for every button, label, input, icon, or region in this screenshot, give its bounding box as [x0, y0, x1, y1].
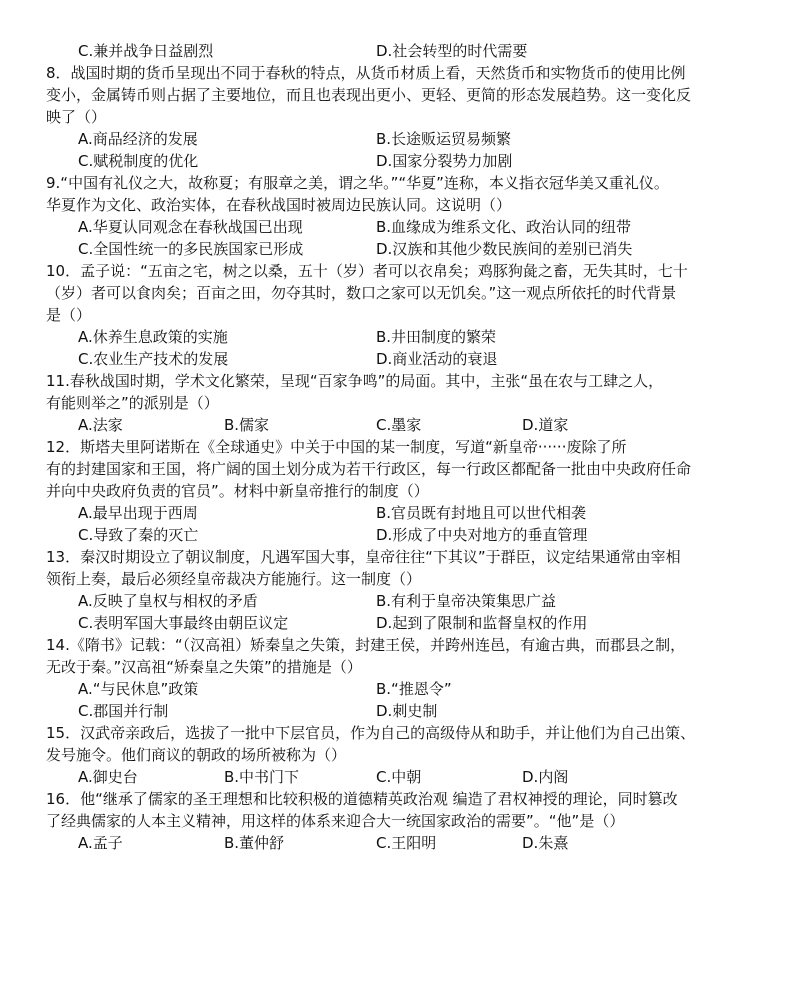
q14-stem-line-2: 无改于秦。”汉高祖“矫秦皇之失策”的措施是（） — [46, 658, 362, 676]
q9-options-ab — [46, 216, 756, 238]
q8-stem-line-1: 8．战国时期的货币呈现出不同于春秋的特点，从货币材质上看，天然货币和实物货币的使用比例 — [46, 64, 686, 82]
q13-option-a[interactable]: A.反映了皇权与相权的矛盾 — [78, 592, 258, 610]
q16-option-b[interactable]: B.董仲舒 — [224, 834, 285, 852]
q10-stem-line-2: （岁）者可以食肉矣；百亩之田，勿夺其时，数口之家可以无饥矣。”这一观点所依托的时代背景 — [46, 284, 677, 302]
q9-option-c[interactable]: C.全国性统一的多民族国家已形成 — [78, 240, 304, 258]
q12-stem-line-1: 12．斯塔夫里阿诺斯在《全球通史》中关于中国的某一制度，写道“新皇帝······废除了所 — [46, 438, 627, 456]
q16-stem-line-2: 了经典儒家的人本主义精神，用这样的体系来迎合大一统国家政治的需要”。“他”是（） — [46, 812, 625, 830]
q8-options-cd — [46, 150, 756, 172]
question-14 — [46, 634, 756, 722]
q9-option-d[interactable]: D.汉族和其他少数民族间的差别已消失 — [376, 240, 633, 258]
question-10 — [46, 260, 756, 370]
q14-option-a[interactable]: A.“与民休息”政策 — [78, 680, 199, 698]
q12-options-cd — [46, 524, 756, 546]
q11-stem-line-1: 11.春秋战国时期，学术文化繁荣，呈现“百家争鸣”的局面。其中，主张“虽在农与工肆之人， — [46, 372, 664, 390]
q8-option-c[interactable]: C.赋税制度的优化 — [78, 152, 199, 170]
q16-option-d[interactable]: D.朱熹 — [522, 834, 569, 852]
q8-option-d[interactable]: D.国家分裂势力加剧 — [376, 152, 513, 170]
q15-option-c[interactable]: C.中朝 — [376, 768, 422, 786]
q11-stem-line-2: 有能则举之”的派别是（） — [46, 394, 219, 412]
q14-option-c[interactable]: C.郡国并行制 — [78, 702, 169, 720]
question-8 — [46, 62, 756, 172]
q12-options-ab — [46, 502, 756, 524]
q11-options — [46, 414, 756, 436]
q13-stem-line-2: 领衔上奏，最后必须经皇帝裁决方能施行。这一制度（） — [46, 570, 422, 588]
q10-option-b[interactable]: B.井田制度的繁荣 — [376, 328, 497, 346]
q7-option-d[interactable]: D.社会转型的时代需要 — [376, 42, 528, 60]
question-16 — [46, 788, 756, 854]
q11-option-b[interactable]: B.儒家 — [224, 416, 270, 434]
q10-options-cd — [46, 348, 756, 370]
q15-stem-line-1: 15．汉武帝亲政后，选拔了一批中下层官员，作为自己的高级侍从和助手，并让他们为自己出策、 — [46, 724, 696, 742]
q9-stem-line-1: 9.“中国有礼仪之大，故称夏；有服章之美，谓之华。”“华夏”连称，本义指衣冠华美又重礼仪。 — [46, 174, 669, 192]
q15-option-b[interactable]: B.中书门下 — [224, 768, 300, 786]
q16-options — [46, 832, 756, 854]
q13-option-c[interactable]: C.表明军国大事最终由朝臣议定 — [78, 614, 289, 632]
q10-options-ab — [46, 326, 756, 348]
q14-option-b[interactable]: B.“推恩令” — [376, 680, 452, 698]
q10-stem-line-3: 是（） — [46, 306, 92, 324]
q14-options-cd — [46, 700, 756, 722]
question-11 — [46, 370, 756, 436]
q11-option-a[interactable]: A.法家 — [78, 416, 123, 434]
q8-option-a[interactable]: A.商品经济的发展 — [78, 130, 198, 148]
question-9 — [46, 172, 756, 260]
q12-option-d[interactable]: D.形成了中央对地方的垂直管理 — [376, 526, 588, 544]
q13-stem-line-1: 13．秦汉时期设立了朝议制度，凡遇军国大事，皇帝往往“下其议”于群臣，议定结果通常由宰相 — [46, 548, 681, 566]
q16-option-c[interactable]: C.王阳明 — [376, 834, 437, 852]
q14-options-ab — [46, 678, 756, 700]
q11-option-d[interactable]: D.道家 — [522, 416, 569, 434]
question-13 — [46, 546, 756, 634]
q16-stem-line-1: 16．他“继承了儒家的圣王理想和比较积极的道德精英政治观 编造了君权神授的理论，同时篡改 — [46, 790, 678, 808]
q7-option-c[interactable]: C.兼并战争日益剧烈 — [78, 42, 214, 60]
q12-stem-line-2: 有的封建国家和王国，将广阔的国土划分成为若干行政区，每一行政区都配备一批由中央政府任命 — [46, 460, 692, 478]
q15-stem-line-2: 发号施令。他们商议的朝政的场所被称为（） — [46, 746, 347, 764]
exam-page — [46, 40, 756, 854]
q9-stem-line-2: 华夏作为文化、政治实体，在春秋战国时被周边民族认同。这说明（） — [46, 196, 512, 214]
q13-option-b[interactable]: B.有利于皇帝决策集思广益 — [376, 592, 557, 610]
q15-option-d[interactable]: D.内阁 — [522, 768, 569, 786]
q16-option-a[interactable]: A.孟子 — [78, 834, 123, 852]
question-12 — [46, 436, 756, 546]
question-15 — [46, 722, 756, 788]
q10-stem-line-1: 10．孟子说：“五亩之宅，树之以桑，五十（岁）者可以衣帛矣；鸡豚狗彘之畜，无失其时，七十 — [46, 262, 688, 280]
q15-options — [46, 766, 756, 788]
q13-options-cd — [46, 612, 756, 634]
q10-option-a[interactable]: A.休养生息政策的实施 — [78, 328, 228, 346]
q12-option-b[interactable]: B.官员既有封地且可以世代相袭 — [376, 504, 587, 522]
q11-option-c[interactable]: C.墨家 — [376, 416, 422, 434]
q12-option-a[interactable]: A.最早出现于西周 — [78, 504, 198, 522]
q7-options-cd — [46, 40, 756, 62]
q12-option-c[interactable]: C.导致了秦的灭亡 — [78, 526, 199, 544]
q13-option-d[interactable]: D.起到了限制和监督皇权的作用 — [376, 614, 588, 632]
q9-option-a[interactable]: A.华夏认同观念在春秋战国已出现 — [78, 218, 303, 236]
q9-option-b[interactable]: B.血缘成为维系文化、政治认同的纽带 — [376, 218, 632, 236]
q13-options-ab — [46, 590, 756, 612]
q9-options-cd — [46, 238, 756, 260]
q14-stem-line-1: 14.《隋书》记载：“（汉高祖）矫秦皇之失策，封建王侯，并跨州连邑，有逾古典，而郡县之制， — [46, 636, 686, 654]
q10-option-d[interactable]: D.商业活动的衰退 — [376, 350, 498, 368]
q8-stem-line-2: 变小，金属铸币则占据了主要地位，而且也表现出更小、更轻、更简的形态发展趋势。这一变化反 — [46, 86, 692, 104]
q14-option-d[interactable]: D.刺史制 — [376, 702, 438, 720]
q15-option-a[interactable]: A.御史台 — [78, 768, 138, 786]
q8-stem-line-3: 映了（） — [46, 108, 107, 126]
q12-stem-line-3: 并向中央政府负责的官员”。材料中新皇帝推行的制度（） — [46, 482, 429, 500]
q8-option-b[interactable]: B.长途贩运贸易频繁 — [376, 130, 512, 148]
q8-options-ab — [46, 128, 756, 150]
q10-option-c[interactable]: C.农业生产技术的发展 — [78, 350, 229, 368]
